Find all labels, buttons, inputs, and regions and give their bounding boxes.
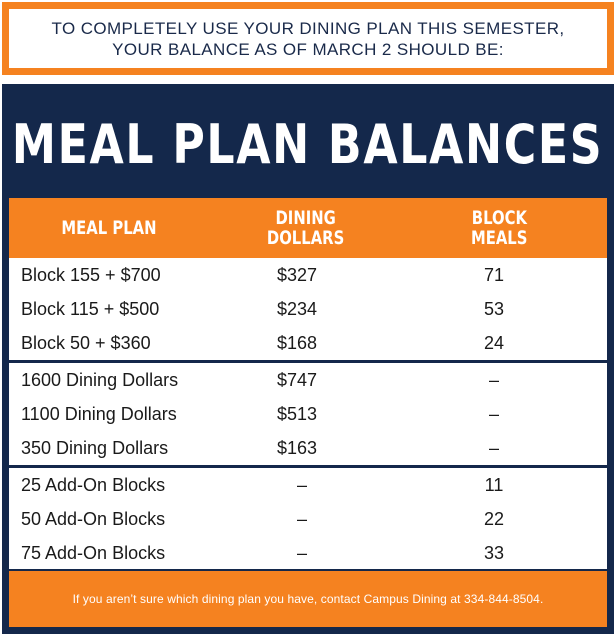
column-header-block-meals-line-1: BLOCK: [471, 207, 527, 229]
column-header-dining-dollars-line-1: DINING: [275, 207, 337, 229]
page-title: MEAL PLAN BALANCES: [12, 112, 604, 176]
notice-line-2: YOUR BALANCE AS OF MARCH 2 SHOULD BE:: [112, 39, 504, 59]
notice-inner: [9, 9, 607, 68]
cell-meal-plan: 25 Add-On Blocks: [21, 475, 166, 495]
cell-dining-dollars: $513: [277, 404, 318, 424]
column-header-dining-dollars: [231, 198, 381, 258]
cell-meal-plan: 1100 Dining Dollars: [21, 404, 177, 424]
cell-meal-plan: 350 Dining Dollars: [21, 438, 169, 458]
cell-dining-dollars: –: [297, 543, 308, 563]
notice-box: [2, 2, 614, 75]
table-row: [9, 468, 607, 502]
table-row: [9, 397, 607, 431]
table-row: [9, 431, 607, 465]
table-row: [9, 326, 607, 360]
cell-block-meals: –: [488, 370, 499, 390]
cell-dining-dollars: $327: [277, 265, 318, 285]
cell-dining-dollars: $168: [277, 333, 318, 353]
cell-dining-dollars: –: [297, 509, 308, 529]
cell-block-meals: 11: [484, 475, 504, 495]
notice-line-1: TO COMPLETELY USE YOUR DINING PLAN THIS SEMESTER,: [51, 18, 565, 38]
cell-block-meals: 24: [483, 333, 505, 353]
table-row: [9, 292, 607, 326]
cell-meal-plan: Block 155 + $700: [21, 265, 161, 285]
column-header-meal-plan-label: MEAL PLAN: [61, 217, 157, 239]
cell-dining-dollars: $234: [277, 299, 318, 319]
column-header-dining-dollars-line-2: DOLLARS: [267, 227, 345, 249]
cell-dining-dollars: $163: [277, 438, 318, 458]
cell-block-meals: 53: [483, 299, 505, 319]
table-header: [9, 198, 607, 258]
cell-meal-plan: 75 Add-On Blocks: [21, 543, 166, 563]
cell-block-meals: 71: [483, 265, 505, 285]
column-header-block-meals-line-2: MEALS: [470, 227, 528, 249]
title-band: [9, 91, 607, 197]
table-row: [9, 536, 607, 570]
column-header-meal-plan: [9, 198, 209, 258]
footer-band: [9, 571, 607, 627]
cell-meal-plan: 50 Add-On Blocks: [21, 509, 166, 529]
cell-meal-plan: 1600 Dining Dollars: [21, 370, 179, 390]
cell-dining-dollars: $747: [277, 370, 318, 390]
cell-block-meals: 22: [483, 509, 505, 529]
footer-contact-text: If you aren’t sure which dining plan you have, contact Campus Dining at 334-844-8504.: [72, 592, 544, 606]
table-row: [9, 502, 607, 536]
cell-dining-dollars: –: [297, 475, 308, 495]
table-row: [9, 363, 607, 397]
cell-block-meals: –: [488, 404, 499, 424]
cell-block-meals: –: [488, 438, 499, 458]
table-row: [9, 258, 607, 292]
cell-meal-plan: Block 50 + $360: [21, 333, 151, 353]
table-body: [9, 258, 607, 569]
column-header-block-meals: [429, 198, 569, 258]
cell-meal-plan: Block 115 + $500: [21, 299, 160, 319]
balances-card: [2, 84, 614, 634]
cell-block-meals: 33: [483, 543, 505, 563]
